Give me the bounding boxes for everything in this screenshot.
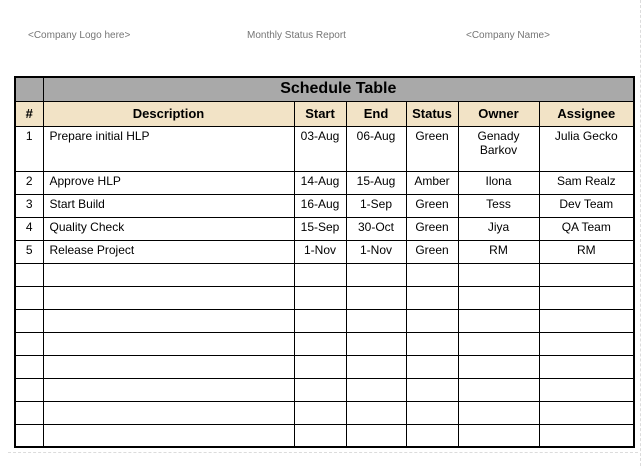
col-header-num: # — [15, 101, 43, 126]
company-name-placeholder: <Company Name> — [466, 30, 550, 41]
table-empty-row — [15, 355, 634, 378]
cell-end: 15-Aug — [346, 171, 406, 194]
table-row — [15, 240, 634, 263]
col-header-end: End — [346, 101, 406, 126]
cell-end: 1-Nov — [346, 240, 406, 263]
cell-start: 1-Nov — [294, 240, 346, 263]
cell-assignee: QA Team — [539, 217, 634, 240]
table-title: Schedule Table — [43, 77, 634, 101]
cell-owner: Genady Barkov — [458, 126, 539, 171]
cell-status: Amber — [406, 171, 458, 194]
cell-description: Approve HLP — [43, 171, 294, 194]
table-empty-row — [15, 332, 634, 355]
cell-num: 4 — [15, 217, 43, 240]
col-header-status: Status — [406, 101, 458, 126]
table-row — [15, 171, 634, 194]
table-empty-row — [15, 263, 634, 286]
cell-description: Start Build — [43, 194, 294, 217]
col-header-owner: Owner — [458, 101, 539, 126]
col-header-description: Description — [43, 101, 294, 126]
cell-owner: Jiya — [458, 217, 539, 240]
table-empty-row — [15, 309, 634, 332]
table-empty-row — [15, 401, 634, 424]
page-boundary-bottom-line — [8, 452, 638, 453]
cell-assignee: Julia Gecko — [539, 126, 634, 171]
cell-owner: Ilona — [458, 171, 539, 194]
cell-assignee: Dev Team — [539, 194, 634, 217]
cell-description: Quality Check — [43, 217, 294, 240]
cell-description: Release Project — [43, 240, 294, 263]
cell-status: Green — [406, 240, 458, 263]
table-empty-row — [15, 424, 634, 447]
title-row-spacer-cell — [15, 77, 43, 101]
table-header-row — [15, 101, 634, 126]
table-title-row — [15, 77, 634, 101]
cell-start: 16-Aug — [294, 194, 346, 217]
col-header-start: Start — [294, 101, 346, 126]
table-row — [15, 217, 634, 240]
cell-status: Green — [406, 217, 458, 240]
cell-description: Prepare initial HLP — [43, 126, 294, 171]
cell-end: 30-Oct — [346, 217, 406, 240]
table-row — [15, 126, 634, 171]
cell-num: 1 — [15, 126, 43, 171]
table-empty-row — [15, 286, 634, 309]
cell-num: 5 — [15, 240, 43, 263]
table-row — [15, 194, 634, 217]
report-title: Monthly Status Report — [247, 30, 346, 41]
cell-start: 03-Aug — [294, 126, 346, 171]
cell-num: 2 — [15, 171, 43, 194]
cell-start: 14-Aug — [294, 171, 346, 194]
page-boundary-right-line — [640, 0, 641, 466]
company-logo-placeholder: <Company Logo here> — [28, 30, 131, 41]
table-empty-row — [15, 378, 634, 401]
cell-assignee: RM — [539, 240, 634, 263]
schedule-table — [14, 76, 635, 448]
cell-assignee: Sam Realz — [539, 171, 634, 194]
cell-status: Green — [406, 126, 458, 171]
cell-end: 06-Aug — [346, 126, 406, 171]
cell-owner: Tess — [458, 194, 539, 217]
cell-owner: RM — [458, 240, 539, 263]
col-header-assignee: Assignee — [539, 101, 634, 126]
cell-end: 1-Sep — [346, 194, 406, 217]
cell-start: 15-Sep — [294, 217, 346, 240]
cell-num: 3 — [15, 194, 43, 217]
cell-status: Green — [406, 194, 458, 217]
